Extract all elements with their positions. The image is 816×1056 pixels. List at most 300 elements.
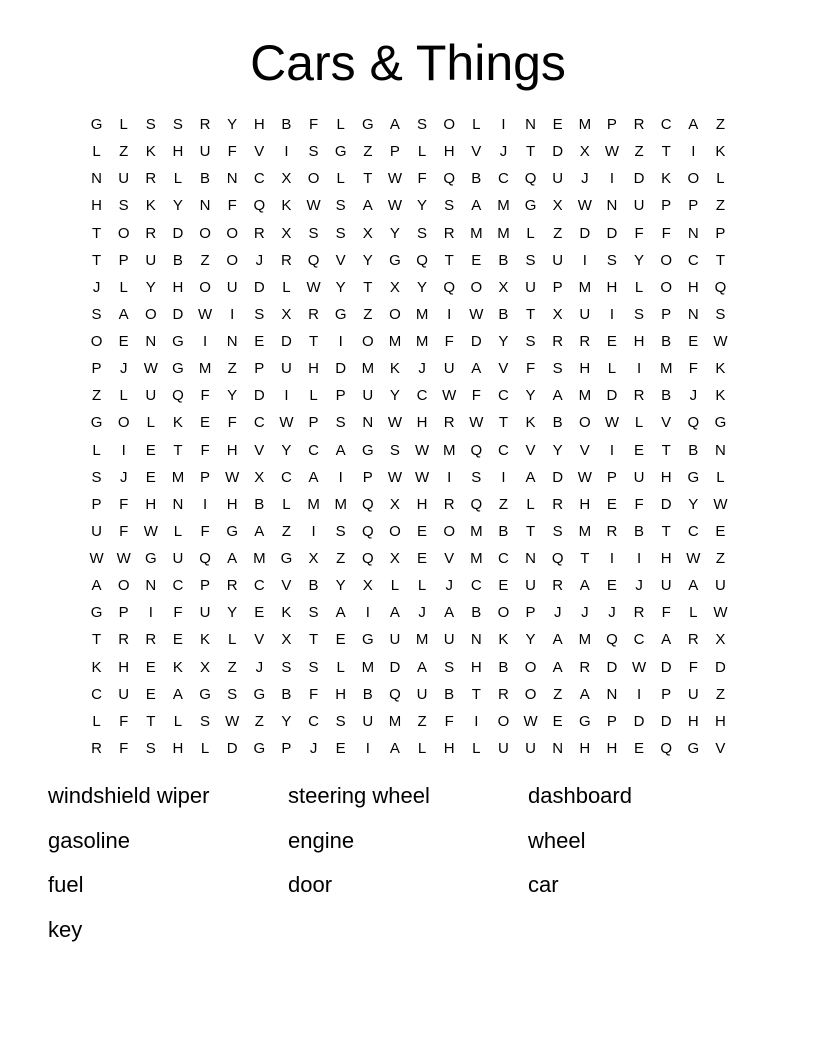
grid-letter[interactable]: T: [661, 522, 671, 540]
grid-letter[interactable]: R: [633, 116, 645, 133]
grid-letter[interactable]: K: [145, 197, 156, 215]
grid-letter[interactable]: Q: [307, 251, 320, 269]
grid-letter[interactable]: G: [714, 414, 727, 432]
grid-letter[interactable]: R: [118, 631, 130, 649]
grid-letter[interactable]: G: [361, 116, 374, 133]
grid-letter[interactable]: P: [606, 468, 617, 486]
grid-letter[interactable]: D: [552, 468, 564, 486]
grid-letter[interactable]: C: [470, 577, 482, 595]
grid-letter[interactable]: W: [116, 550, 131, 567]
grid-letter[interactable]: A: [552, 631, 563, 649]
grid-letter[interactable]: Y: [634, 251, 645, 269]
grid-letter[interactable]: P: [91, 360, 102, 378]
grid-letter[interactable]: A: [389, 739, 400, 757]
grid-letter[interactable]: A: [579, 685, 590, 703]
grid-letter[interactable]: T: [308, 333, 319, 350]
grid-letter[interactable]: F: [308, 685, 319, 703]
grid-letter[interactable]: E: [335, 739, 346, 757]
grid-letter[interactable]: S: [552, 360, 563, 378]
grid-letter[interactable]: O: [361, 333, 374, 350]
grid-letter[interactable]: X: [281, 631, 292, 649]
grid-letter[interactable]: P: [200, 577, 211, 595]
grid-letter[interactable]: H: [606, 278, 618, 296]
grid-letter[interactable]: R: [226, 577, 238, 595]
grid-letter[interactable]: J: [635, 577, 643, 595]
grid-letter[interactable]: H: [335, 685, 347, 703]
grid-letter[interactable]: T: [363, 278, 373, 296]
grid-letter[interactable]: S: [227, 685, 238, 703]
grid-letter[interactable]: M: [442, 441, 456, 459]
grid-letter[interactable]: T: [91, 251, 102, 269]
grid-letter[interactable]: J: [119, 468, 128, 486]
grid-letter[interactable]: R: [281, 251, 292, 269]
grid-letter[interactable]: M: [388, 712, 402, 730]
grid-letter[interactable]: E: [200, 414, 211, 432]
grid-letter[interactable]: B: [254, 495, 265, 513]
grid-letter[interactable]: L: [173, 712, 183, 730]
grid-letter[interactable]: E: [145, 658, 156, 676]
word-search-grid[interactable]: [83, 111, 734, 762]
grid-letter[interactable]: E: [715, 522, 726, 540]
grid-letter[interactable]: Y: [417, 197, 428, 215]
grid-letter[interactable]: L: [634, 414, 644, 432]
grid-letter[interactable]: Z: [715, 685, 726, 703]
grid-letter[interactable]: O: [226, 251, 239, 269]
grid-letter[interactable]: A: [552, 658, 563, 676]
grid-letter[interactable]: F: [471, 387, 481, 405]
grid-letter[interactable]: G: [90, 604, 103, 622]
grid-letter[interactable]: A: [579, 577, 590, 595]
grid-letter[interactable]: J: [581, 604, 589, 622]
grid-letter[interactable]: E: [688, 333, 699, 350]
grid-letter[interactable]: O: [117, 224, 130, 242]
grid-letter[interactable]: S: [525, 251, 536, 269]
grid-letter[interactable]: C: [687, 251, 699, 269]
grid-letter[interactable]: U: [525, 278, 536, 296]
grid-letter[interactable]: M: [307, 495, 320, 513]
grid-letter[interactable]: I: [284, 143, 289, 161]
grid-letter[interactable]: G: [361, 631, 374, 649]
grid-letter[interactable]: F: [688, 360, 698, 378]
grid-letter[interactable]: E: [634, 739, 645, 757]
grid-letter[interactable]: W: [577, 468, 592, 486]
grid-letter[interactable]: M: [470, 550, 483, 567]
grid-letter[interactable]: P: [254, 360, 265, 378]
grid-letter[interactable]: F: [661, 224, 671, 242]
grid-letter[interactable]: Y: [389, 387, 400, 405]
grid-letter[interactable]: F: [661, 604, 671, 622]
grid-letter[interactable]: N: [552, 739, 564, 757]
grid-letter[interactable]: H: [91, 197, 102, 215]
grid-letter[interactable]: E: [417, 522, 428, 540]
grid-letter[interactable]: Z: [715, 197, 726, 215]
grid-letter[interactable]: M: [388, 333, 402, 350]
grid-letter[interactable]: F: [200, 387, 210, 405]
grid-letter[interactable]: A: [308, 468, 319, 486]
grid-letter[interactable]: W: [713, 604, 728, 622]
grid-letter[interactable]: T: [525, 522, 536, 540]
grid-letter[interactable]: W: [225, 468, 240, 486]
grid-letter[interactable]: U: [525, 577, 536, 595]
grid-letter[interactable]: D: [606, 658, 618, 676]
grid-letter[interactable]: H: [253, 116, 265, 133]
grid-letter[interactable]: U: [416, 685, 428, 703]
grid-letter[interactable]: A: [227, 550, 238, 567]
grid-letter[interactable]: U: [443, 360, 455, 378]
grid-letter[interactable]: S: [308, 224, 319, 242]
grid-letter[interactable]: C: [308, 712, 319, 730]
grid-letter[interactable]: S: [308, 604, 319, 622]
grid-letter[interactable]: Q: [199, 550, 211, 567]
grid-letter[interactable]: K: [91, 658, 102, 676]
grid-letter[interactable]: T: [525, 305, 536, 323]
grid-letter[interactable]: B: [471, 604, 482, 622]
grid-letter[interactable]: V: [335, 251, 346, 269]
grid-letter[interactable]: P: [661, 197, 672, 215]
grid-letter[interactable]: C: [416, 387, 428, 405]
grid-letter[interactable]: E: [634, 441, 645, 459]
grid-letter[interactable]: K: [525, 414, 536, 432]
grid-letter[interactable]: X: [389, 550, 400, 567]
grid-letter[interactable]: J: [581, 170, 589, 188]
grid-letter[interactable]: R: [606, 522, 618, 540]
grid-letter[interactable]: R: [145, 631, 157, 649]
grid-letter[interactable]: E: [118, 333, 129, 350]
grid-letter[interactable]: L: [526, 224, 535, 242]
grid-letter[interactable]: Q: [470, 441, 483, 459]
grid-letter[interactable]: I: [365, 604, 370, 622]
grid-letter[interactable]: Q: [389, 685, 401, 703]
grid-letter[interactable]: L: [689, 604, 698, 622]
grid-letter[interactable]: K: [281, 197, 292, 215]
grid-letter[interactable]: A: [417, 658, 428, 676]
grid-letter[interactable]: Y: [145, 278, 156, 296]
grid-letter[interactable]: N: [606, 197, 618, 215]
grid-letter[interactable]: R: [552, 333, 564, 350]
grid-letter[interactable]: A: [525, 468, 536, 486]
grid-letter[interactable]: T: [146, 712, 156, 730]
grid-letter[interactable]: T: [308, 631, 319, 649]
grid-letter[interactable]: Z: [553, 685, 563, 703]
grid-letter[interactable]: E: [606, 577, 617, 595]
grid-letter[interactable]: I: [202, 333, 208, 350]
grid-letter[interactable]: S: [91, 468, 102, 486]
grid-letter[interactable]: D: [660, 712, 672, 730]
grid-letter[interactable]: N: [362, 414, 374, 432]
grid-letter[interactable]: J: [255, 251, 264, 269]
grid-letter[interactable]: U: [660, 577, 672, 595]
grid-letter[interactable]: H: [606, 739, 618, 757]
grid-letter[interactable]: N: [606, 685, 618, 703]
grid-letter[interactable]: O: [497, 712, 510, 730]
grid-letter[interactable]: S: [281, 658, 292, 676]
grid-letter[interactable]: W: [631, 658, 647, 676]
grid-letter[interactable]: Q: [443, 170, 456, 188]
grid-letter[interactable]: L: [472, 739, 481, 757]
grid-letter[interactable]: K: [661, 170, 672, 188]
grid-letter[interactable]: G: [524, 197, 537, 215]
grid-letter[interactable]: R: [308, 305, 319, 323]
grid-letter[interactable]: R: [498, 685, 509, 703]
grid-letter[interactable]: D: [470, 333, 482, 350]
grid-letter[interactable]: W: [387, 170, 403, 188]
grid-letter[interactable]: T: [661, 441, 671, 459]
grid-letter[interactable]: O: [497, 604, 510, 622]
grid-letter[interactable]: O: [199, 278, 211, 296]
grid-letter[interactable]: V: [444, 550, 455, 567]
grid-letter[interactable]: L: [716, 170, 725, 188]
grid-letter[interactable]: N: [172, 495, 184, 513]
grid-letter[interactable]: E: [606, 495, 617, 513]
grid-letter[interactable]: S: [335, 224, 346, 242]
grid-letter[interactable]: U: [389, 631, 401, 649]
grid-letter[interactable]: O: [117, 414, 130, 432]
grid-letter[interactable]: O: [117, 577, 130, 595]
grid-letter[interactable]: Z: [281, 522, 292, 540]
grid-letter[interactable]: W: [306, 197, 321, 215]
grid-letter[interactable]: Y: [498, 333, 509, 350]
grid-letter[interactable]: O: [687, 170, 700, 188]
grid-letter[interactable]: L: [634, 278, 644, 296]
grid-letter[interactable]: K: [498, 631, 509, 649]
grid-letter[interactable]: U: [552, 170, 564, 188]
grid-letter[interactable]: C: [172, 577, 184, 595]
grid-letter[interactable]: C: [253, 577, 265, 595]
grid-letter[interactable]: K: [145, 143, 156, 161]
grid-letter[interactable]: N: [687, 305, 699, 323]
grid-letter[interactable]: W: [387, 468, 403, 486]
grid-letter[interactable]: Q: [551, 550, 564, 567]
grid-letter[interactable]: H: [579, 495, 591, 513]
grid-letter[interactable]: U: [443, 631, 455, 649]
grid-letter[interactable]: G: [280, 550, 293, 567]
grid-letter[interactable]: U: [362, 712, 374, 730]
grid-letter[interactable]: B: [661, 387, 672, 405]
grid-letter[interactable]: A: [362, 197, 373, 215]
grid-letter[interactable]: V: [471, 143, 482, 161]
grid-letter[interactable]: R: [443, 414, 455, 432]
grid-letter[interactable]: O: [470, 278, 483, 296]
grid-letter[interactable]: N: [525, 116, 536, 133]
grid-letter[interactable]: I: [609, 305, 615, 323]
grid-letter[interactable]: L: [309, 387, 318, 405]
grid-letter[interactable]: F: [634, 495, 644, 513]
grid-letter[interactable]: K: [389, 360, 400, 378]
grid-letter[interactable]: F: [444, 712, 454, 730]
grid-letter[interactable]: X: [389, 495, 400, 513]
grid-letter[interactable]: B: [444, 685, 455, 703]
grid-letter[interactable]: M: [415, 333, 429, 350]
grid-letter[interactable]: O: [578, 414, 591, 432]
grid-letter[interactable]: M: [578, 116, 592, 133]
grid-letter[interactable]: C: [633, 631, 645, 649]
grid-letter[interactable]: Q: [443, 278, 456, 296]
grid-letter[interactable]: N: [470, 631, 482, 649]
grid-letter[interactable]: E: [552, 116, 563, 133]
grid-letter[interactable]: B: [552, 414, 563, 432]
grid-letter[interactable]: L: [173, 522, 183, 540]
grid-letter[interactable]: J: [553, 604, 562, 622]
grid-letter[interactable]: M: [361, 360, 375, 378]
grid-letter[interactable]: S: [606, 251, 617, 269]
grid-letter[interactable]: D: [660, 658, 672, 676]
grid-letter[interactable]: Q: [687, 414, 700, 432]
grid-letter[interactable]: W: [523, 712, 538, 730]
grid-letter[interactable]: R: [443, 224, 455, 242]
grid-letter[interactable]: H: [226, 495, 238, 513]
grid-letter[interactable]: M: [415, 305, 429, 323]
grid-letter[interactable]: Z: [336, 550, 346, 567]
grid-letter[interactable]: N: [687, 224, 699, 242]
grid-letter[interactable]: Q: [361, 550, 374, 567]
grid-letter[interactable]: J: [309, 739, 318, 757]
grid-letter[interactable]: Y: [362, 251, 373, 269]
grid-letter[interactable]: I: [447, 468, 452, 486]
grid-letter[interactable]: V: [254, 441, 265, 459]
grid-letter[interactable]: A: [471, 360, 482, 378]
grid-letter[interactable]: P: [118, 604, 129, 622]
grid-letter[interactable]: Q: [416, 251, 428, 269]
grid-letter[interactable]: A: [471, 197, 482, 215]
grid-letter[interactable]: E: [606, 333, 617, 350]
grid-letter[interactable]: Z: [553, 224, 563, 242]
grid-letter[interactable]: V: [525, 441, 536, 459]
grid-letter[interactable]: C: [498, 550, 509, 567]
grid-letter[interactable]: S: [308, 143, 319, 161]
grid-letter[interactable]: S: [308, 658, 319, 676]
grid-letter[interactable]: G: [334, 143, 347, 161]
grid-letter[interactable]: I: [338, 333, 343, 350]
grid-letter[interactable]: L: [282, 495, 291, 513]
grid-letter[interactable]: J: [255, 658, 264, 676]
grid-letter[interactable]: Y: [335, 278, 346, 296]
grid-letter[interactable]: Y: [281, 712, 292, 730]
grid-letter[interactable]: C: [498, 170, 509, 188]
grid-letter[interactable]: R: [199, 116, 211, 133]
grid-letter[interactable]: Z: [363, 143, 373, 161]
grid-letter[interactable]: U: [633, 197, 645, 215]
grid-letter[interactable]: W: [143, 522, 158, 540]
grid-letter[interactable]: G: [253, 739, 266, 757]
grid-letter[interactable]: K: [172, 414, 183, 432]
grid-letter[interactable]: I: [338, 468, 343, 486]
grid-letter[interactable]: H: [687, 712, 699, 730]
grid-letter[interactable]: N: [226, 170, 238, 188]
grid-letter[interactable]: X: [552, 305, 563, 323]
grid-letter[interactable]: D: [633, 170, 645, 188]
grid-letter[interactable]: Y: [525, 631, 536, 649]
grid-letter[interactable]: C: [687, 522, 699, 540]
grid-letter[interactable]: P: [200, 468, 211, 486]
grid-letter[interactable]: L: [228, 631, 237, 649]
grid-letter[interactable]: R: [443, 495, 455, 513]
grid-letter[interactable]: Q: [714, 278, 727, 296]
grid-letter[interactable]: S: [335, 712, 346, 730]
grid-letter[interactable]: Z: [715, 550, 726, 567]
grid-letter[interactable]: B: [471, 170, 482, 188]
grid-letter[interactable]: H: [172, 739, 184, 757]
grid-letter[interactable]: X: [552, 197, 563, 215]
grid-letter[interactable]: S: [444, 197, 455, 215]
grid-letter[interactable]: W: [604, 143, 620, 161]
grid-letter[interactable]: S: [335, 197, 346, 215]
grid-letter[interactable]: H: [145, 495, 157, 513]
grid-letter[interactable]: Z: [200, 251, 210, 269]
grid-letter[interactable]: X: [362, 224, 373, 242]
grid-letter[interactable]: W: [713, 333, 728, 350]
grid-letter[interactable]: Y: [281, 441, 292, 459]
grid-letter[interactable]: G: [687, 468, 700, 486]
grid-letter[interactable]: I: [609, 170, 615, 188]
grid-letter[interactable]: U: [91, 522, 102, 540]
grid-letter[interactable]: C: [253, 414, 265, 432]
grid-letter[interactable]: T: [661, 143, 671, 161]
grid-letter[interactable]: P: [715, 224, 726, 242]
grid-letter[interactable]: H: [172, 143, 184, 161]
grid-letter[interactable]: L: [92, 143, 101, 161]
grid-letter[interactable]: Z: [634, 143, 644, 161]
grid-letter[interactable]: W: [387, 414, 403, 432]
grid-letter[interactable]: F: [173, 604, 183, 622]
grid-letter[interactable]: J: [689, 387, 698, 405]
grid-letter[interactable]: N: [91, 170, 102, 188]
grid-letter[interactable]: G: [578, 712, 591, 730]
grid-letter[interactable]: M: [578, 278, 592, 296]
grid-letter[interactable]: H: [118, 658, 130, 676]
grid-letter[interactable]: Z: [254, 712, 264, 730]
grid-letter[interactable]: P: [118, 251, 129, 269]
grid-letter[interactable]: D: [281, 333, 292, 350]
grid-letter[interactable]: X: [200, 658, 211, 676]
grid-letter[interactable]: N: [199, 197, 211, 215]
grid-letter[interactable]: E: [145, 685, 156, 703]
grid-letter[interactable]: P: [688, 197, 699, 215]
grid-letter[interactable]: L: [336, 116, 345, 133]
grid-letter[interactable]: L: [146, 414, 155, 432]
grid-letter[interactable]: I: [447, 305, 452, 323]
grid-letter[interactable]: U: [579, 305, 591, 323]
grid-letter[interactable]: B: [498, 658, 509, 676]
grid-letter[interactable]: D: [579, 224, 591, 242]
grid-letter[interactable]: F: [444, 333, 454, 350]
grid-letter[interactable]: L: [607, 360, 617, 378]
grid-letter[interactable]: S: [417, 116, 428, 133]
grid-letter[interactable]: O: [660, 251, 673, 269]
grid-letter[interactable]: F: [308, 116, 319, 133]
grid-letter[interactable]: L: [390, 577, 400, 595]
grid-letter[interactable]: N: [145, 577, 157, 595]
grid-letter[interactable]: C: [660, 116, 672, 133]
grid-letter[interactable]: Y: [525, 387, 536, 405]
grid-letter[interactable]: Q: [253, 197, 266, 215]
grid-letter[interactable]: S: [634, 305, 645, 323]
grid-letter[interactable]: C: [498, 441, 509, 459]
grid-letter[interactable]: M: [361, 658, 375, 676]
grid-letter[interactable]: C: [253, 170, 265, 188]
grid-letter[interactable]: E: [172, 631, 183, 649]
grid-letter[interactable]: U: [633, 468, 645, 486]
grid-letter[interactable]: G: [389, 251, 401, 269]
grid-letter[interactable]: Y: [172, 197, 183, 215]
grid-letter[interactable]: X: [281, 305, 292, 323]
grid-letter[interactable]: J: [119, 360, 128, 378]
grid-letter[interactable]: A: [389, 604, 400, 622]
grid-letter[interactable]: R: [253, 224, 265, 242]
grid-letter[interactable]: I: [636, 360, 642, 378]
grid-letter[interactable]: I: [582, 251, 587, 269]
grid-letter[interactable]: I: [501, 116, 506, 133]
grid-letter[interactable]: Z: [119, 143, 129, 161]
